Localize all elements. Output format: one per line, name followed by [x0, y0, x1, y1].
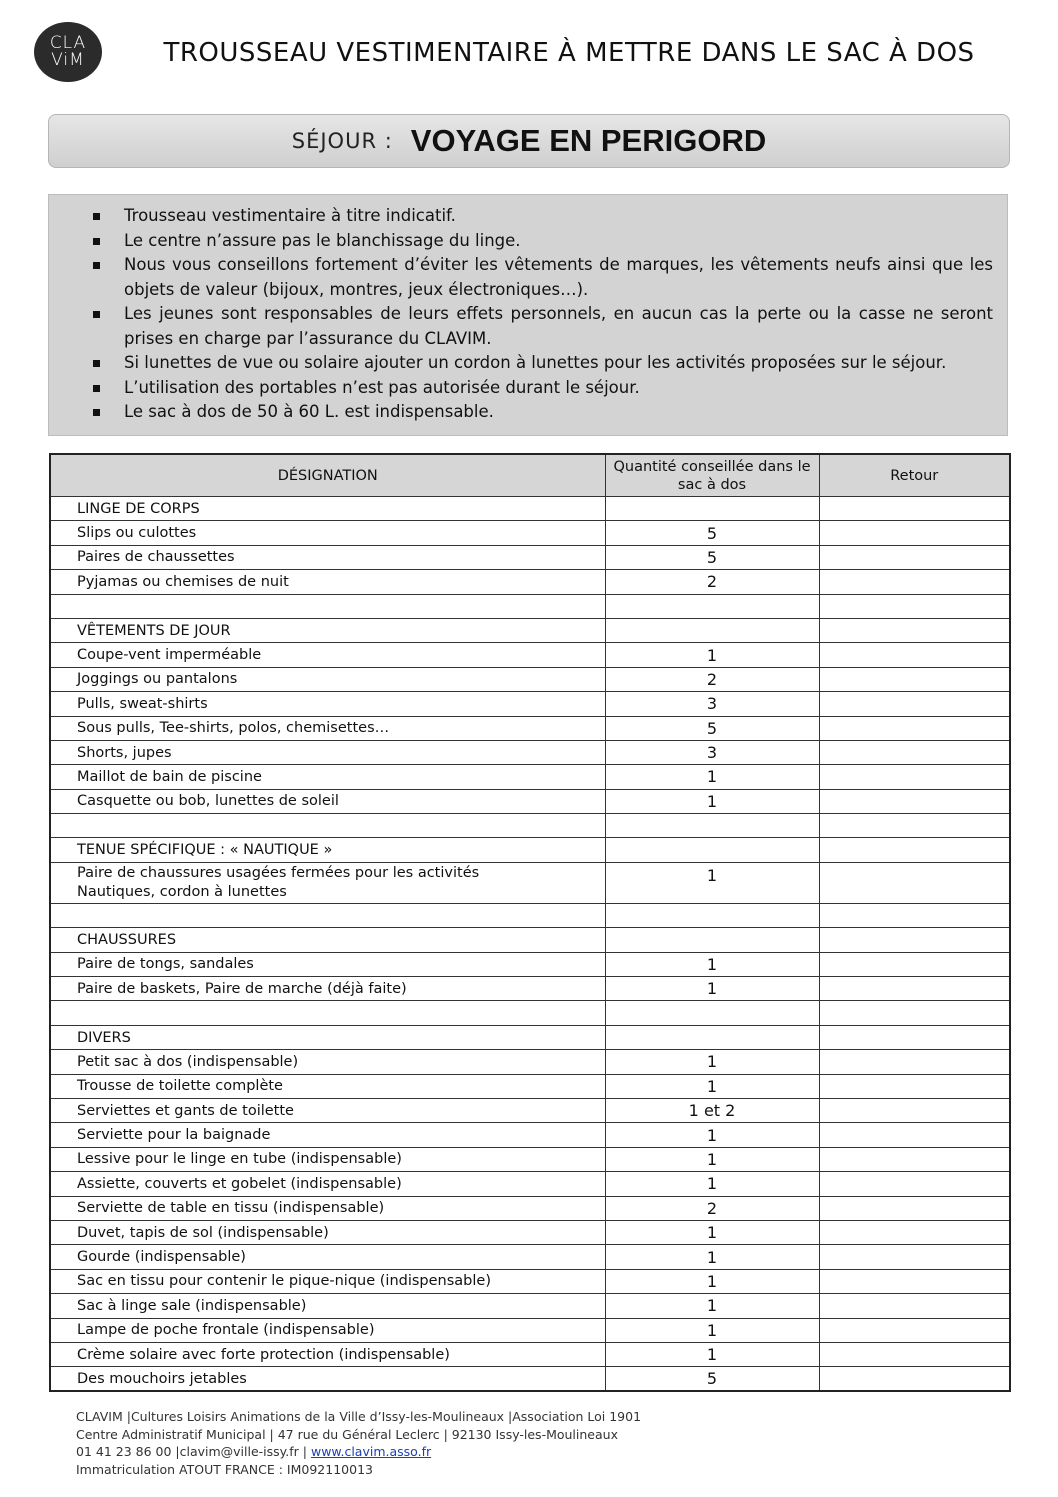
bullet-icon [93, 262, 100, 269]
footer-line-1: CLAVIM |Cultures Loisirs Animations de la Ville d’Issy-les-Moulineaux |Association Loi 1901 [76, 1409, 642, 1424]
item-retour[interactable] [819, 1050, 1010, 1074]
item-quantity [605, 1001, 819, 1025]
sejour-banner [48, 114, 1010, 168]
item-designation: CHAUSSURES [50, 928, 605, 952]
item-quantity: 1 [605, 643, 819, 667]
item-quantity [605, 594, 819, 618]
table-row [50, 594, 1010, 618]
note-text: Le centre n’assure pas le blanchissage du linge. [124, 230, 521, 250]
item-designation: Pyjamas ou chemises de nuit [50, 570, 605, 594]
item-designation: VÊTEMENTS DE JOUR [50, 618, 605, 642]
table-row [50, 1269, 1010, 1293]
item-retour[interactable] [819, 618, 1010, 642]
sejour-name: VOYAGE EN PERIGORD [410, 123, 767, 158]
item-quantity: 1 [605, 1245, 819, 1269]
item-quantity: 1 [605, 1294, 819, 1318]
item-retour[interactable] [819, 740, 1010, 764]
table-row [50, 1001, 1010, 1025]
website-link[interactable]: www.clavim.asso.fr [310, 1444, 432, 1459]
table-row [50, 814, 1010, 838]
note-item [93, 376, 993, 401]
item-designation: Shorts, jupes [50, 740, 605, 764]
item-designation: Coupe-vent imperméable [50, 643, 605, 667]
table-row [50, 1172, 1010, 1196]
item-designation: Slips ou culottes [50, 521, 605, 545]
item-quantity [605, 814, 819, 838]
item-retour[interactable] [819, 765, 1010, 789]
table-row [50, 1098, 1010, 1122]
table-body [50, 497, 1010, 1392]
footer-line-4: Immatriculation ATOUT FRANCE : IM092110013 [76, 1461, 373, 1477]
table-row [50, 903, 1010, 927]
notes-box [48, 194, 1008, 436]
item-retour[interactable] [819, 838, 1010, 862]
logo-text: CLA ViM [49, 33, 87, 70]
item-designation: Lampe de poche frontale (indispensable) [50, 1318, 605, 1342]
bullet-icon [93, 385, 100, 392]
item-retour[interactable] [819, 1074, 1010, 1098]
table-row [50, 716, 1010, 740]
header-quantity: Quantité conseillée dans le sac à dos [605, 454, 819, 497]
table-row [50, 1050, 1010, 1074]
item-quantity: 1 [605, 1269, 819, 1293]
table-row [50, 789, 1010, 813]
item-designation: LINGE DE CORPS [50, 497, 605, 521]
item-designation: Paire de tongs, sandales [50, 952, 605, 976]
header-retour: Retour [819, 454, 1010, 497]
item-designation: Paire de baskets, Paire de marche (déjà faite) [50, 977, 605, 1001]
table-row [50, 862, 1010, 903]
footer-contact: 01 41 23 86 00 |clavim@ville-issy.fr | [76, 1444, 311, 1459]
item-designation [50, 814, 605, 838]
note-item [93, 204, 993, 229]
item-retour[interactable] [819, 716, 1010, 740]
item-quantity: 1 [605, 1172, 819, 1196]
item-designation: TENUE SPÉCIFIQUE : « NAUTIQUE » [50, 838, 605, 862]
item-quantity: 1 et 2 [605, 1098, 819, 1122]
item-quantity: 2 [605, 667, 819, 691]
footer-line-2: Centre Administratif Municipal | 47 rue du Général Leclerc | 92130 Issy-les-Moulineaux [76, 1426, 618, 1442]
item-retour[interactable] [819, 952, 1010, 976]
item-designation [50, 903, 605, 927]
item-retour[interactable] [819, 862, 1010, 903]
item-retour[interactable] [819, 1245, 1010, 1269]
item-designation: Sac à linge sale (indispensable) [50, 1294, 605, 1318]
item-quantity: 2 [605, 1196, 819, 1220]
item-quantity: 5 [605, 545, 819, 569]
item-quantity: 1 [605, 1342, 819, 1366]
item-retour[interactable] [819, 1269, 1010, 1293]
table-row [50, 1196, 1010, 1220]
item-retour[interactable] [819, 1098, 1010, 1122]
item-quantity: 2 [605, 570, 819, 594]
bullet-icon [93, 409, 100, 416]
table-row [50, 1074, 1010, 1098]
item-retour[interactable] [819, 928, 1010, 952]
item-designation: Crème solaire avec forte protection (indispensable) [50, 1342, 605, 1366]
table-row [50, 643, 1010, 667]
table-row [50, 1342, 1010, 1366]
item-designation: Des mouchoirs jetables [50, 1367, 605, 1391]
table-row [50, 838, 1010, 862]
item-retour[interactable] [819, 1025, 1010, 1049]
table-row [50, 545, 1010, 569]
table-row [50, 497, 1010, 521]
item-retour[interactable] [819, 1294, 1010, 1318]
item-retour[interactable] [819, 1172, 1010, 1196]
item-retour[interactable] [819, 497, 1010, 521]
item-designation: Gourde (indispensable) [50, 1245, 605, 1269]
bullet-icon [93, 238, 100, 245]
note-item [93, 302, 993, 351]
item-retour[interactable] [819, 594, 1010, 618]
note-item [93, 253, 993, 302]
item-designation: Duvet, tapis de sol (indispensable) [50, 1220, 605, 1244]
item-designation: Pulls, sweat-shirts [50, 692, 605, 716]
item-retour[interactable] [819, 1123, 1010, 1147]
item-designation: Serviette de table en tissu (indispensable) [50, 1196, 605, 1220]
item-quantity: 1 [605, 862, 819, 903]
table-row [50, 977, 1010, 1001]
item-retour[interactable] [819, 692, 1010, 716]
item-quantity [605, 838, 819, 862]
item-retour[interactable] [819, 903, 1010, 927]
item-quantity: 1 [605, 952, 819, 976]
table-row [50, 952, 1010, 976]
item-designation [50, 1001, 605, 1025]
item-designation: Lessive pour le linge en tube (indispensable) [50, 1147, 605, 1171]
table-row [50, 570, 1010, 594]
trousseau-table [49, 453, 1011, 1392]
table-row [50, 618, 1010, 642]
table-row [50, 667, 1010, 691]
item-designation: Maillot de bain de piscine [50, 765, 605, 789]
item-quantity [605, 928, 819, 952]
item-designation: DIVERS [50, 1025, 605, 1049]
note-text: Le sac à dos de 50 à 60 L. est indispensable. [124, 402, 494, 421]
item-retour[interactable] [819, 1220, 1010, 1244]
table-row [50, 740, 1010, 764]
item-designation: Joggings ou pantalons [50, 667, 605, 691]
item-retour[interactable] [819, 545, 1010, 569]
document-title: TROUSSEAU VESTIMENTAIRE À METTRE DANS LE SAC À DOS [163, 38, 975, 68]
footer-line-3 [76, 1443, 641, 1461]
item-quantity: 1 [605, 1147, 819, 1171]
item-designation [50, 594, 605, 618]
item-retour[interactable] [819, 814, 1010, 838]
item-quantity: 1 [605, 1050, 819, 1074]
item-quantity: 3 [605, 692, 819, 716]
item-retour[interactable] [819, 643, 1010, 667]
footer [76, 1408, 641, 1478]
item-quantity: 1 [605, 1220, 819, 1244]
item-designation: Serviettes et gants de toilette [50, 1098, 605, 1122]
table-row [50, 1245, 1010, 1269]
table-row [50, 765, 1010, 789]
item-quantity: 3 [605, 740, 819, 764]
bullet-icon [93, 311, 100, 318]
table-row [50, 521, 1010, 545]
notes-list [93, 204, 993, 425]
header-designation: DÉSIGNATION [50, 454, 605, 497]
table-row [50, 1294, 1010, 1318]
note-text: Trousseau vestimentaire à titre indicatif. [124, 206, 456, 225]
item-quantity [605, 1025, 819, 1049]
item-designation: Paires de chaussettes [50, 545, 605, 569]
item-retour[interactable] [819, 1196, 1010, 1220]
item-retour[interactable] [819, 667, 1010, 691]
table-row [50, 928, 1010, 952]
item-quantity: 5 [605, 1367, 819, 1391]
item-designation: Sous pulls, Tee-shirts, polos, chemisettes… [50, 716, 605, 740]
item-quantity [605, 618, 819, 642]
table-row [50, 1318, 1010, 1342]
item-quantity: 1 [605, 789, 819, 813]
sejour-label: SÉJOUR : [291, 129, 393, 153]
item-quantity: 5 [605, 521, 819, 545]
note-item [93, 351, 993, 376]
item-designation: Petit sac à dos (indispensable) [50, 1050, 605, 1074]
note-text: Si lunettes de vue ou solaire ajouter un cordon à lunettes pour les activités proposées sur le séjour. [124, 353, 947, 372]
item-quantity: 1 [605, 765, 819, 789]
item-quantity [605, 497, 819, 521]
note-text: L’utilisation des portables n’est pas autorisée durant le séjour. [124, 377, 640, 397]
bullet-icon [93, 213, 100, 220]
item-retour[interactable] [819, 1001, 1010, 1025]
table-row [50, 1123, 1010, 1147]
item-quantity: 1 [605, 1123, 819, 1147]
table-row [50, 1367, 1010, 1391]
item-retour[interactable] [819, 1342, 1010, 1366]
clavim-logo [34, 22, 102, 82]
note-text: Les jeunes sont responsables de leurs effets personnels, en aucun cas la perte ou la casse ne seront prises en charge par l’assurance du CLAVIM. [124, 304, 993, 348]
item-retour[interactable] [819, 1318, 1010, 1342]
item-retour[interactable] [819, 977, 1010, 1001]
bullet-icon [93, 360, 100, 367]
note-item [93, 229, 993, 254]
item-quantity [605, 903, 819, 927]
item-designation: Assiette, couverts et gobelet (indispensable) [50, 1172, 605, 1196]
note-item [93, 400, 993, 425]
item-designation: Serviette pour la baignade [50, 1123, 605, 1147]
item-designation: Sac en tissu pour contenir le pique-nique (indispensable) [50, 1269, 605, 1293]
item-retour[interactable] [819, 789, 1010, 813]
item-quantity: 1 [605, 1318, 819, 1342]
table-row [50, 1147, 1010, 1171]
item-quantity: 1 [605, 1074, 819, 1098]
table-row [50, 1220, 1010, 1244]
item-retour[interactable] [819, 570, 1010, 594]
item-quantity: 5 [605, 716, 819, 740]
note-text: Nous vous conseillons fortement d’éviter les vêtements de marques, les vêtements neufs ainsi que les objets de valeur (bijoux, montres, jeux électroniques…). [124, 255, 993, 299]
table-row [50, 692, 1010, 716]
item-designation: Trousse de toilette complète [50, 1074, 605, 1098]
item-retour[interactable] [819, 1147, 1010, 1171]
item-quantity: 1 [605, 977, 819, 1001]
item-designation: Casquette ou bob, lunettes de soleil [50, 789, 605, 813]
item-designation: Paire de chaussures usagées fermées pour les activités Nautiques, cordon à lunettes [50, 862, 605, 903]
item-retour[interactable] [819, 521, 1010, 545]
table-row [50, 1025, 1010, 1049]
item-retour[interactable] [819, 1367, 1010, 1391]
